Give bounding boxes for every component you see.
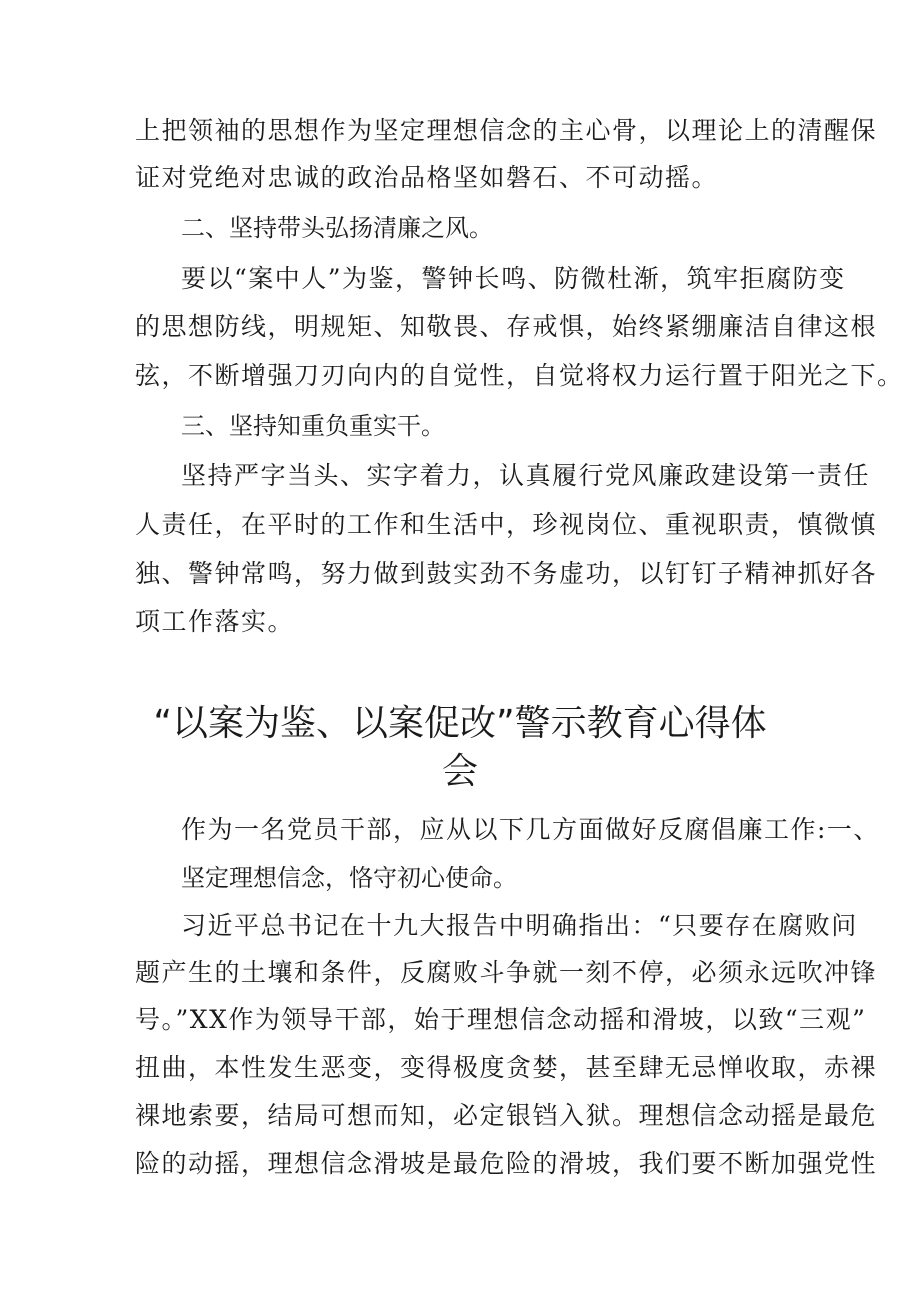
paragraph-line: 的思想防线，明规矩、知敬畏、存戒惧，始终紧绷廉洁自律这根 xyxy=(135,312,878,341)
paragraph-line: 独、警钟常鸣，努力做到鼓实劲不务虚功，以钉钉子精神抓好各 xyxy=(135,559,878,588)
paragraph-line: 习近平总书记在十九大报告中明确指出：“只要存在腐败问 xyxy=(181,911,858,940)
paragraph-line: 裸地索要，结局可想而知，必定银铛入狱。理想信念动摇是最危 xyxy=(135,1101,878,1130)
section-heading-3: 三、坚持知重负重实干。 xyxy=(181,412,445,440)
paragraph-line: 要以“案中人”为鉴，警钟长鸣、防微杜渐，筑牢拒腐防变 xyxy=(181,264,846,293)
paragraph-line: 扭曲，本性发生恶变，变得极度贪婪，甚至肆无忌惮收取，赤裸 xyxy=(135,1053,878,1082)
article-title-line-1: “以案为鉴、以案促改”警示教育心得体 xyxy=(153,703,767,744)
paragraph-line: 险的动摇，理想信念滑坡是最危险的滑坡，我们要不断加强党性 xyxy=(135,1149,878,1178)
section-heading-1: 坚定理想信念，恪守初心使命。 xyxy=(181,864,517,892)
paragraph-line: 项工作落实。 xyxy=(135,607,295,636)
paragraph-line: 号。”XX作为领导干部，始于理想信念动摇和滑坡，以致“三观” xyxy=(135,1005,867,1034)
paragraph-line: 人责任，在平时的工作和生活中，珍视岗位、重视职责，慎微慎 xyxy=(135,510,878,539)
article-title-line-2: 会 xyxy=(441,751,478,792)
paragraph-line: 弦，不断增强刀刃向内的自觉性，自觉将权力运行置于阳光之下。 xyxy=(135,361,904,390)
paragraph-line: 坚持严字当头、实字着力，认真履行党风廉政建设第一责任 xyxy=(181,461,871,490)
paragraph-line: 证对党绝对忠诚的政治品格坚如磐石、不可动摇。 xyxy=(135,163,719,192)
paragraph-line: 上把领袖的思想作为坚定理想信念的主心骨，以理论上的清醒保 xyxy=(135,116,878,145)
section-heading-2: 二、坚持带头弘扬清廉之风。 xyxy=(181,214,493,242)
paragraph-line: 题产生的土壤和条件，反腐败斗争就一刻不停，必须永远吹冲锋 xyxy=(135,958,878,987)
intro-line: 作为一名党员干部，应从以下几方面做好反腐倡廉工作:一、 xyxy=(181,815,880,844)
